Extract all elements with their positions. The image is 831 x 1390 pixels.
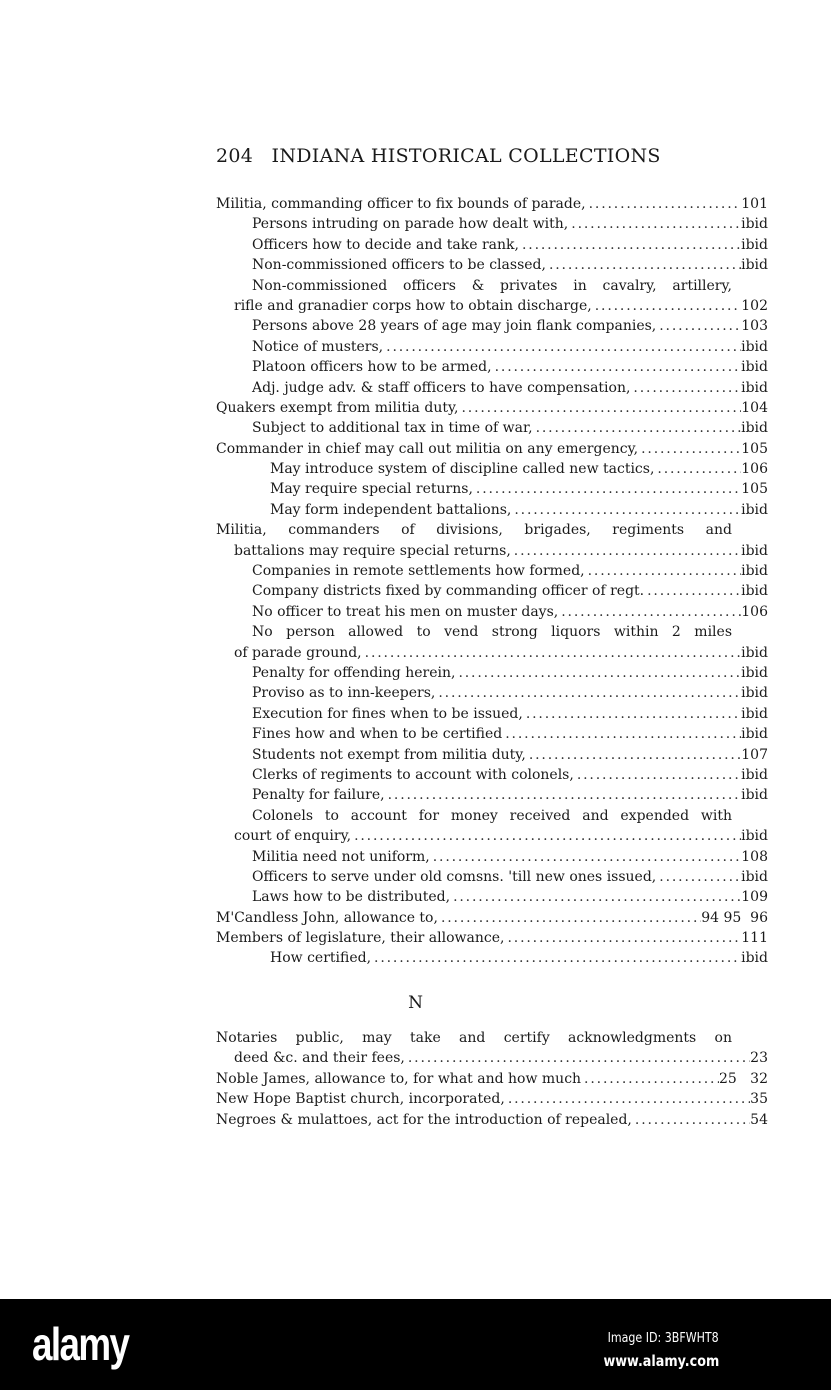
dot-leader <box>435 683 741 703</box>
index-entry <box>216 378 768 398</box>
dot-leader <box>632 1110 750 1130</box>
entry-page: ibid <box>741 359 768 376</box>
entry-page: ibid <box>741 379 768 396</box>
entry-page: ibid <box>741 644 768 661</box>
entry-page: 109 <box>741 889 768 906</box>
dot-leader <box>458 398 741 418</box>
entry-text: No officer to treat his men on muster days, <box>252 603 559 620</box>
dot-leader <box>558 602 741 622</box>
index-entry <box>216 908 768 928</box>
entry-text: Execution for fines when to be issued, <box>252 705 523 722</box>
index-entry <box>216 296 768 316</box>
index-entry <box>216 316 768 336</box>
index-entry <box>216 255 768 275</box>
index-entry <box>216 724 768 744</box>
watermark-url: www.alamy.com <box>603 1352 719 1370</box>
index-entry <box>216 948 768 968</box>
index-entry <box>216 500 768 520</box>
dot-leader <box>581 1069 719 1089</box>
entry-text: How certified, <box>270 950 372 967</box>
entry-text: Militia, commanding officer to fix bounds of parade, <box>216 196 586 212</box>
entry-text: Platoon officers how to be armed, <box>252 359 492 376</box>
index-entry <box>216 1110 768 1130</box>
index-entry <box>216 439 768 459</box>
entry-page: ibid <box>741 726 768 743</box>
entry-page: ibid <box>741 828 768 845</box>
dot-leader <box>492 357 742 377</box>
entry-page: 103 <box>741 318 768 335</box>
index-entry <box>216 643 768 663</box>
index-entry <box>216 704 768 724</box>
section-heading-n: N <box>408 993 423 1013</box>
book-title: INDIANA HISTORICAL COLLECTIONS <box>271 145 661 167</box>
dot-leader <box>574 765 741 785</box>
entry-text: battalions may require special returns, <box>234 542 511 559</box>
dot-leader <box>438 908 701 928</box>
dot-leader <box>405 1048 750 1068</box>
entry-text: Non-commissioned officers & privates in cavalry, artillery, <box>252 277 732 294</box>
entry-text: Persons intruding on parade how dealt with, <box>252 216 569 233</box>
entry-page: ibid <box>741 583 768 600</box>
entry-text: Fines how and when to be certified <box>252 726 503 743</box>
index-entry <box>216 1089 768 1109</box>
dot-leader <box>511 500 741 520</box>
index-entry <box>216 602 768 622</box>
entry-text: Penalty for offending herein, <box>252 664 456 681</box>
entry-page: ibid <box>741 542 768 559</box>
entry-text: Noble James, allowance to, for what and how much <box>216 1070 582 1087</box>
entry-text: Company districts fixed by commanding officer of regt. <box>252 583 645 600</box>
dot-leader <box>526 745 741 765</box>
index-entry <box>216 765 768 785</box>
dot-leader <box>654 459 741 479</box>
entry-page: ibid <box>741 705 768 722</box>
entry-page: ibid <box>741 787 768 804</box>
entry-text: rifle and granadier corps how to obtain discharge, <box>234 297 592 314</box>
index-section-m <box>216 194 768 969</box>
entry-page: ibid <box>741 257 768 274</box>
dot-leader <box>523 704 741 724</box>
index-entry <box>216 847 768 867</box>
dot-leader <box>519 235 741 255</box>
entry-text: of parade ground, <box>234 644 362 661</box>
entry-text: Subject to additional tax in time of war, <box>252 420 533 437</box>
entry-page: 102 <box>741 297 768 314</box>
dot-leader <box>505 1089 750 1109</box>
index-entry <box>216 785 768 805</box>
entry-text: Colonels to account for money received and expended with <box>252 807 732 824</box>
entry-page: 105 <box>741 481 768 498</box>
entry-text: New Hope Baptist church, incorporated, <box>216 1091 505 1108</box>
entry-text: Quakers exempt from militia duty, <box>216 399 459 416</box>
entry-text: May introduce system of discipline called new tactics, <box>270 461 655 478</box>
entry-text: deed &c. and their fees, <box>234 1050 405 1067</box>
dot-leader <box>362 643 741 663</box>
index-entry <box>216 194 768 214</box>
dot-leader <box>644 581 741 601</box>
entry-text: Clerks of regiments to account with colonels, <box>252 766 574 783</box>
entry-text: M'Candless John, allowance to, <box>216 909 438 926</box>
entry-text: Notaries public, may take and certify acknowledgments on <box>216 1030 732 1046</box>
entry-page: 107 <box>741 746 768 763</box>
dot-leader <box>638 439 741 459</box>
entry-text: No person allowed to vend strong liquors within 2 miles <box>252 624 732 641</box>
entry-page: 54 <box>750 1111 768 1128</box>
entry-text: Penalty for failure, <box>252 787 385 804</box>
entry-page: ibid <box>741 236 768 253</box>
entry-page: ibid <box>741 338 768 355</box>
index-entry <box>216 235 768 255</box>
dot-leader <box>585 561 742 581</box>
index-entry <box>216 1048 768 1068</box>
dot-leader <box>371 948 741 968</box>
entry-text: Militia, commanders of divisions, brigades, regiments and <box>216 522 732 539</box>
index-entry <box>216 826 768 846</box>
dot-leader <box>385 785 742 805</box>
entry-text: Commander in chief may call out militia on any emergency, <box>216 440 639 457</box>
entry-page: ibid <box>741 950 768 967</box>
dot-leader <box>502 724 741 744</box>
entry-page: 35 <box>750 1091 768 1108</box>
dot-leader <box>656 316 741 336</box>
entry-text: Militia need not uniform, <box>252 848 430 865</box>
index-entry <box>216 887 768 907</box>
dot-leader <box>533 418 742 438</box>
dot-leader <box>504 928 741 948</box>
alamy-logo: alamy <box>32 1318 129 1370</box>
entry-text: May form independent battalions, <box>270 501 512 518</box>
index-entry <box>216 479 768 499</box>
index-entry <box>216 622 768 642</box>
entry-page: 101 <box>741 196 768 212</box>
index-entry <box>216 1028 768 1048</box>
entry-text: Non-commissioned officers to be classed, <box>252 257 546 274</box>
dot-leader <box>656 867 741 887</box>
entry-text: Officers how to decide and take rank, <box>252 236 519 253</box>
entry-page: ibid <box>741 420 768 437</box>
entry-page: 105 <box>741 440 768 457</box>
entry-page: ibid <box>741 766 768 783</box>
index-entry <box>216 459 768 479</box>
entry-page: ibid <box>741 563 768 580</box>
entry-text: Officers to serve under old comsns. 'till new ones issued, <box>252 868 657 885</box>
running-head <box>216 145 661 167</box>
entry-text: Adj. judge adv. & staff officers to have compensation, <box>252 379 631 396</box>
entry-page: 108 <box>741 848 768 865</box>
entry-page: 106 <box>741 461 768 478</box>
index-entry <box>216 276 768 296</box>
entry-text: May require special returns, <box>270 481 473 498</box>
entry-text: Laws how to be distributed, <box>252 889 451 906</box>
index-entry <box>216 683 768 703</box>
dot-leader <box>511 541 741 561</box>
dot-leader <box>546 255 741 275</box>
index-entry <box>216 1069 768 1089</box>
entry-page: 23 <box>750 1050 768 1067</box>
entry-page: ibid <box>741 868 768 885</box>
index-entry <box>216 214 768 234</box>
dot-leader <box>630 378 741 398</box>
index-entry <box>216 663 768 683</box>
dot-leader <box>586 194 742 214</box>
index-entry <box>216 561 768 581</box>
index-section-n <box>216 1028 768 1130</box>
dot-leader <box>383 337 741 357</box>
entry-text: Members of legislature, their allowance, <box>216 930 505 947</box>
dot-leader <box>568 214 741 234</box>
entry-page: ibid <box>741 216 768 233</box>
index-entry <box>216 337 768 357</box>
entry-page: 25 32 <box>719 1070 768 1087</box>
entry-page: ibid <box>741 664 768 681</box>
entry-text: court of enquiry, <box>234 828 352 845</box>
index-entry <box>216 398 768 418</box>
index-entry <box>216 357 768 377</box>
dot-leader <box>473 479 741 499</box>
entry-text: Negroes & mulattoes, act for the introduction of repealed, <box>216 1111 632 1128</box>
image-id: Image ID: 3BFWHT8 <box>607 1331 719 1346</box>
entry-page: 104 <box>741 399 768 416</box>
entry-page: 111 <box>741 930 768 947</box>
entry-page: ibid <box>741 501 768 518</box>
entry-text: Students not exempt from militia duty, <box>252 746 526 763</box>
index-entry <box>216 928 768 948</box>
entry-page: 94 95 96 <box>701 909 768 926</box>
page-number: 204 <box>216 145 254 167</box>
index-entry <box>216 520 768 540</box>
index-entry <box>216 867 768 887</box>
dot-leader <box>430 847 742 867</box>
dot-leader <box>455 663 741 683</box>
entry-text: Notice of musters, <box>252 338 384 355</box>
dot-leader <box>592 296 742 316</box>
index-entry <box>216 541 768 561</box>
entry-page: ibid <box>741 685 768 702</box>
index-entry <box>216 806 768 826</box>
entry-text: Persons above 28 years of age may join flank companies, <box>252 318 657 335</box>
index-entry <box>216 581 768 601</box>
entry-text: Companies in remote settlements how formed, <box>252 563 585 580</box>
watermark-banner <box>0 1299 831 1390</box>
index-entry <box>216 418 768 438</box>
entry-page: 106 <box>741 603 768 620</box>
dot-leader <box>351 826 741 846</box>
entry-text: Proviso as to inn-keepers, <box>252 685 436 702</box>
index-entry <box>216 745 768 765</box>
dot-leader <box>450 887 741 907</box>
